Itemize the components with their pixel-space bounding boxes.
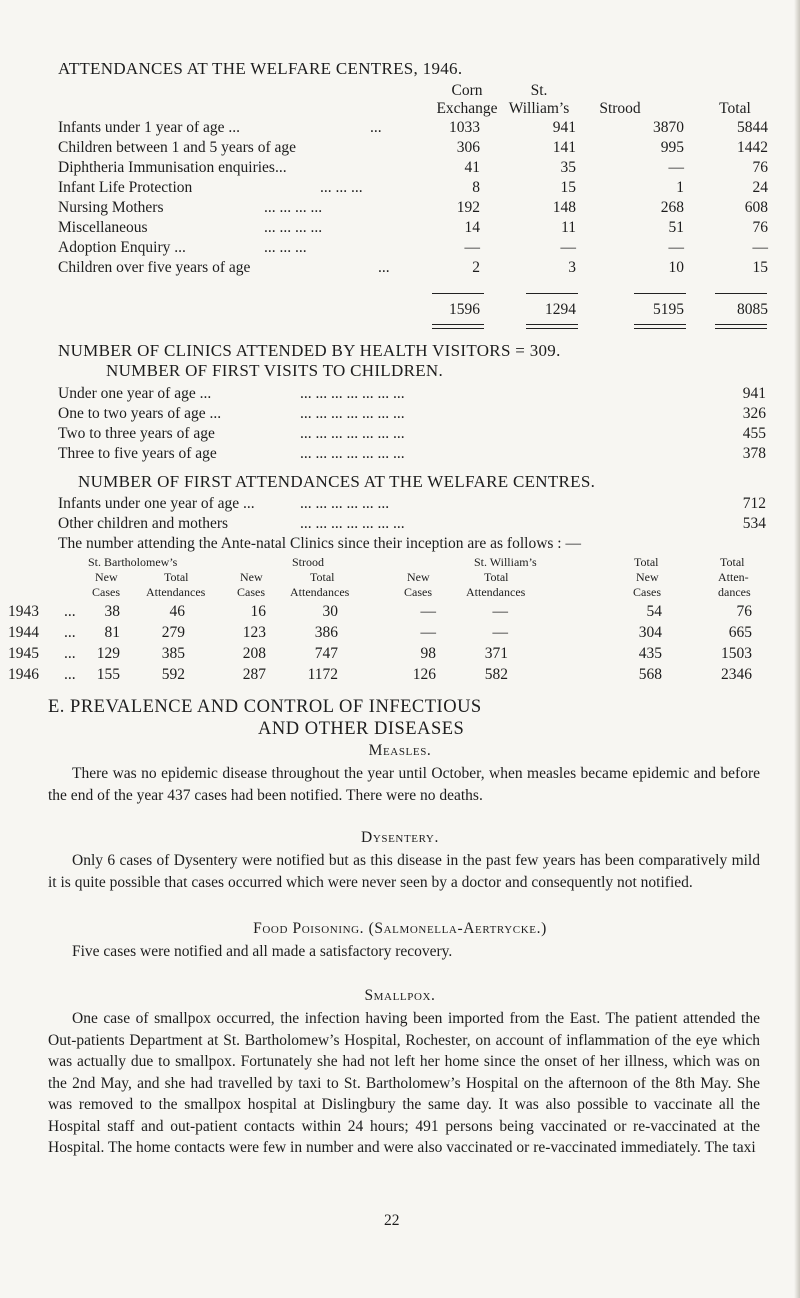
smallpox-paragraph: One case of smallpox occurred, the infection having been imported from the East. The patient attended the Out-patients Department at St. Bartholomew’s Hospital, Rochester, on account of inflammation of the eye which was actually due to smallpox. Fortunately she had not left her home since the onset of her illness, which was on the 2nd May, and she had travelled by taxi to St. Bartholomew’s Hospital on the afternoon of the 8th May. She was removed to the smallpox hospital at Dislingbury the same day. It was also possible to vaccinate all the Hospital staff and out-patient contacts within 24 hours; 491 persons being vaccinated or re-vaccinated at the Hospital. The home contacts were few in number and were also vaccinated or re-vaccinated immediately. The taxi [48, 1010, 760, 1156]
year-label: 1945 [8, 645, 39, 662]
leader-dots: ... ... ... [320, 179, 363, 196]
col-header-strood: Strood [599, 100, 641, 117]
clinic-row-value: 455 [742, 425, 766, 442]
cell-bart-new: 129 [96, 645, 120, 662]
attendance-row-label: Other children and mothers [58, 515, 229, 532]
cell-corn: 306 [456, 139, 480, 156]
cell-st: — [560, 239, 576, 256]
leader-dots: ... ... ... ... [264, 219, 323, 236]
total-strood: 5195 [653, 301, 684, 318]
cell-total-att: 76 [736, 603, 752, 620]
leader-dots: ... [378, 259, 390, 276]
leader-dots: ... ... ... ... [264, 199, 323, 216]
cell-william-new: — [420, 624, 436, 641]
cell-strood: 1 [676, 179, 684, 196]
food-poisoning-heading: Food Poisoning. (Salmonella-Aertrycke.) [253, 920, 547, 937]
subheader-attendances: Attendances [146, 585, 206, 599]
cell-william-total: 371 [484, 645, 508, 662]
col-header-total: Total [719, 100, 751, 117]
clinic-row-label: Three to five years of age [58, 445, 217, 462]
leader-dots: ... [64, 645, 76, 662]
table-row-label: Infants under 1 year of age ... [58, 119, 241, 136]
subheader-total-cases: Cases [633, 585, 661, 599]
cell-william-total: — [492, 603, 508, 620]
subheader-new: New [240, 570, 263, 584]
cell-total: — [752, 239, 768, 256]
leader-dots: ... [64, 624, 76, 641]
attendance-row-value: 712 [742, 495, 766, 512]
cell-total-new: 304 [638, 624, 662, 641]
group-header-strood: Strood [292, 555, 325, 569]
leader-dots: ... [64, 666, 76, 683]
antenatal-intro: The number attending the Ante-natal Clinics since their inception are as follows : — [58, 535, 581, 552]
cell-total-new: 54 [646, 603, 662, 620]
subheader-new: New [95, 570, 118, 584]
col-header-st-1: St. [530, 82, 548, 99]
subheader-cases: Cases [237, 585, 265, 599]
col-header-st-2: William’s [508, 100, 570, 117]
cell-total-att: 665 [728, 624, 752, 641]
leader-dots: ... ... ... [264, 239, 307, 256]
first-visits-heading: NUMBER OF FIRST VISITS TO CHILDREN. [106, 361, 444, 380]
cell-corn: 8 [472, 179, 480, 196]
cell-william-total: 582 [484, 666, 508, 683]
cell-strood: 10 [668, 259, 684, 276]
clinic-row-label: Under one year of age ... [58, 385, 212, 402]
cell-william-total: — [492, 624, 508, 641]
attendance-row-value: 534 [742, 515, 766, 532]
cell-william-new: 98 [420, 645, 436, 662]
cell-bart-total: 279 [161, 624, 185, 641]
cell-st: 148 [552, 199, 576, 216]
clinics-heading: NUMBER OF CLINICS ATTENDED BY HEALTH VISITORS = 309. [58, 341, 561, 360]
dysentery-paragraph: Only 6 cases of Dysentery were notified but as this disease in the past few years has been comparatively mild it is quite possible that cases occurred which were never seen by a doctor and consequently not notified. [48, 852, 760, 891]
cell-total: 15 [752, 259, 768, 276]
cell-total: 608 [744, 199, 768, 216]
year-label: 1944 [8, 624, 39, 641]
cell-bart-total: 46 [169, 603, 185, 620]
group-header-william: St. William’s [474, 555, 537, 569]
total-double-rule [432, 324, 484, 329]
cell-strood-new: 16 [250, 603, 266, 620]
welfare-table-title: ATTENDANCES AT THE WELFARE CENTRES, 1946. [58, 59, 463, 78]
cell-total: 1442 [737, 139, 768, 156]
clinic-row-label: One to two years of age ... [58, 405, 222, 422]
subheader-new: New [407, 570, 430, 584]
total-double-rule [526, 324, 578, 329]
page-edge-shadow [794, 0, 800, 1298]
group-header-total-new: Total [634, 555, 659, 569]
subheader-attendances: Attendances [466, 585, 526, 599]
smallpox-heading: Smallpox. [364, 987, 436, 1004]
subheader-cases: Cases [92, 585, 120, 599]
cell-total-new: 568 [638, 666, 662, 683]
subheader-dances: dances [718, 585, 751, 599]
cell-corn: 192 [456, 199, 480, 216]
measles-paragraph: There was no epidemic disease throughout the year until October, when measles became epidemic and before the end of the year 437 cases had been notified. There were no deaths. [48, 765, 760, 804]
cell-total-att: 2346 [721, 666, 752, 683]
leader-dots: ... ... ... ... ... ... [300, 495, 390, 512]
leader-dots: ... [370, 119, 382, 136]
year-label: 1943 [8, 603, 39, 620]
cell-st: 141 [552, 139, 576, 156]
subtotal-rule [634, 293, 686, 294]
subtotal-rule [432, 293, 484, 294]
table-row-label: Infant Life Protection [58, 179, 193, 196]
group-header-bartholomew: St. Bartholomew’s [88, 555, 178, 569]
leader-dots: ... ... ... ... ... ... ... [300, 405, 405, 422]
page-number: 22 [384, 1212, 400, 1229]
cell-bart-total: 385 [161, 645, 185, 662]
cell-bart-new: 81 [104, 624, 120, 641]
cell-st: 15 [560, 179, 576, 196]
cell-strood-total: 30 [322, 603, 338, 620]
table-row-label: Diphtheria Immunisation enquiries... [58, 159, 287, 176]
cell-total-new: 435 [638, 645, 662, 662]
cell-bart-new: 155 [96, 666, 120, 683]
cell-strood-new: 208 [242, 645, 266, 662]
cell-strood-total: 386 [314, 624, 338, 641]
cell-william-new: 126 [412, 666, 436, 683]
cell-strood: 3870 [653, 119, 684, 136]
cell-strood-total: 747 [314, 645, 338, 662]
subheader-total: Total [310, 570, 335, 584]
subtotal-rule [715, 293, 767, 294]
cell-bart-new: 38 [104, 603, 120, 620]
cell-strood: — [668, 239, 684, 256]
cell-corn: 41 [464, 159, 480, 176]
cell-st: 11 [561, 219, 576, 236]
cell-total: 76 [752, 159, 768, 176]
subheader-total: Total [164, 570, 189, 584]
cell-william-new: — [420, 603, 436, 620]
cell-strood-new: 123 [242, 624, 266, 641]
cell-st: 3 [568, 259, 576, 276]
subtotal-rule [526, 293, 578, 294]
table-row-label: Adoption Enquiry ... [58, 239, 186, 256]
leader-dots: ... ... ... ... ... ... ... [300, 425, 405, 442]
clinic-row-value: 941 [742, 385, 766, 402]
cell-corn: 14 [464, 219, 480, 236]
clinic-row-value: 378 [742, 445, 766, 462]
total-st: 1294 [545, 301, 576, 318]
group-header-total-att: Total [720, 555, 745, 569]
cell-total-att: 1503 [721, 645, 752, 662]
table-row-label: Children between 1 and 5 years of age [58, 139, 297, 156]
cell-strood: 268 [660, 199, 684, 216]
leader-dots: ... ... ... ... ... ... ... [300, 445, 405, 462]
total-corn: 1596 [449, 301, 480, 318]
leader-dots: ... ... ... ... ... ... ... [300, 515, 405, 532]
cell-st: 35 [560, 159, 576, 176]
cell-corn: — [464, 239, 480, 256]
subheader-atten: Atten- [718, 570, 749, 584]
cell-st: 941 [552, 119, 576, 136]
total-double-rule [634, 324, 686, 329]
section-e-title-1: E. PREVALENCE AND CONTROL OF INFECTIOUS [48, 697, 482, 717]
table-row-label: Miscellaneous [58, 219, 148, 236]
table-row-label: Nursing Mothers [58, 199, 164, 216]
subheader-attendances: Attendances [290, 585, 350, 599]
dysentery-heading: Dysentery. [361, 829, 439, 846]
cell-strood: 51 [668, 219, 684, 236]
cell-total: 24 [752, 179, 768, 196]
cell-strood-total: 1172 [307, 666, 338, 683]
section-e-title-2: AND OTHER DISEASES [258, 719, 465, 739]
cell-total: 5844 [737, 119, 768, 136]
attendance-row-label: Infants under one year of age ... [58, 495, 255, 512]
cell-strood-new: 287 [242, 666, 266, 683]
first-attendances-heading: NUMBER OF FIRST ATTENDANCES AT THE WELFARE CENTRES. [78, 472, 596, 491]
leader-dots: ... [64, 603, 76, 620]
food-poisoning-paragraph: Five cases were notified and all made a satisfactory recovery. [72, 943, 453, 960]
table-row-label: Children over five years of age [58, 259, 251, 276]
total-double-rule [715, 324, 767, 329]
col-header-corn-1: Corn [451, 82, 483, 99]
year-label: 1946 [8, 666, 39, 683]
subheader-total: Total [484, 570, 509, 584]
clinic-row-label: Two to three years of age [58, 425, 215, 442]
subheader-cases: Cases [404, 585, 432, 599]
cell-corn: 2 [472, 259, 480, 276]
cell-strood: — [668, 159, 684, 176]
cell-strood: 995 [660, 139, 684, 156]
clinic-row-value: 326 [742, 405, 766, 422]
total-total: 8085 [737, 301, 768, 318]
cell-corn: 1033 [449, 119, 480, 136]
measles-heading: Measles. [368, 742, 432, 759]
cell-total: 76 [752, 219, 768, 236]
cell-bart-total: 592 [161, 666, 185, 683]
col-header-corn-2: Exchange [436, 100, 498, 117]
leader-dots: ... ... ... ... ... ... ... [300, 385, 405, 402]
subheader-total-new: New [636, 570, 659, 584]
